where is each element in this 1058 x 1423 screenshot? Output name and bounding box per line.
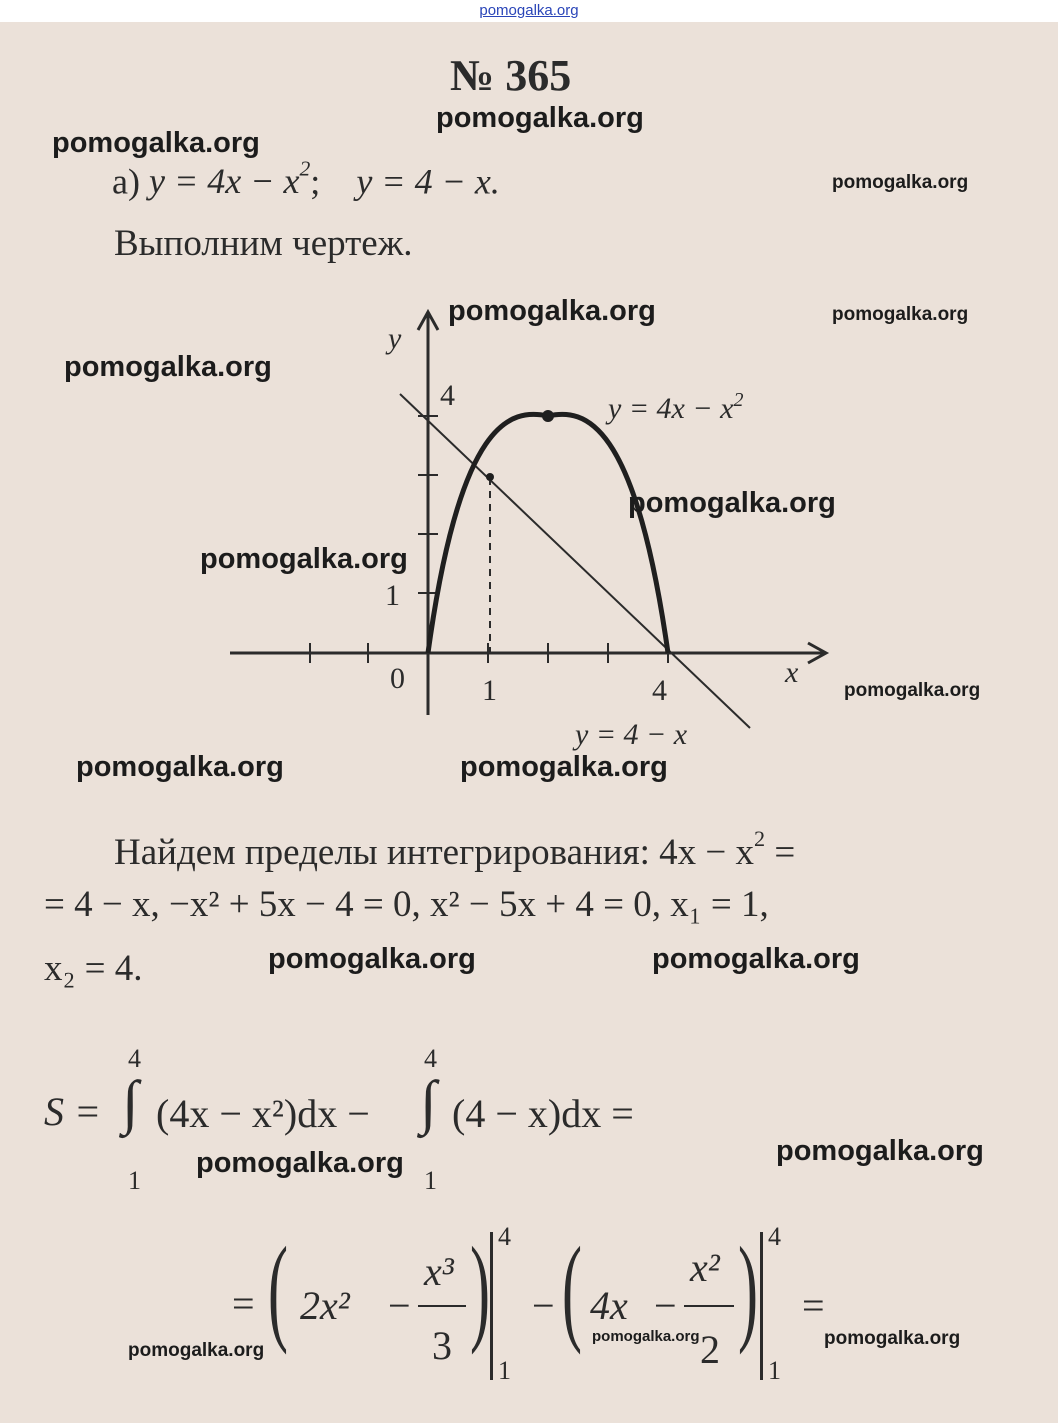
problem-part-a: а) $y = 4x - x^2$; y = 4 − x. <box>112 157 500 202</box>
watermark: pomogalka.org <box>64 351 272 383</box>
watermark: pomogalka.org <box>196 1147 404 1179</box>
line-label: y = 4 − x <box>575 718 688 751</box>
watermark: pomogalka.org <box>76 751 284 783</box>
step-limits-line2: = 4 − x, −x² + 5x − 4 = 0, x² − 5x + 4 = 0, x₁ = 1, <box>44 884 769 925</box>
integral-sign-2: ∫ <box>420 1069 437 1135</box>
tick-label-x4: 4 <box>652 674 667 707</box>
watermark: pomogalka.org <box>824 1328 961 1349</box>
tick-label-y1: 1 <box>385 579 400 612</box>
x-axis-label: x <box>785 656 799 689</box>
eval-mid-minus: − <box>532 1283 555 1328</box>
top-bar <box>0 0 1058 22</box>
origin-label: 0 <box>390 662 405 695</box>
step-limits: Найдем пределы интегрирования: $4x - x^2$ = <box>114 826 796 873</box>
frac1-bar <box>418 1305 466 1307</box>
watermark: pomogalka.org <box>832 304 969 325</box>
eval-eq: = <box>232 1281 255 1326</box>
watermark: pomogalka.org <box>128 1340 265 1361</box>
integral-sign-1: ∫ <box>122 1069 139 1135</box>
eval-lower-2: 1 <box>768 1356 781 1385</box>
watermark: pomogalka.org <box>436 102 644 134</box>
watermark: pomogalka.org <box>776 1135 984 1167</box>
area-formula: S = <box>44 1089 101 1134</box>
eval-end-eq: = <box>802 1283 825 1328</box>
watermark: pomogalka.org <box>652 943 860 975</box>
eval-minus-2: − <box>654 1283 677 1328</box>
frac1-den: 3 <box>432 1323 452 1368</box>
watermark: pomogalka.org <box>844 680 981 701</box>
intersection-point <box>486 473 494 481</box>
eval-lower-1: 1 <box>498 1356 511 1385</box>
watermark: pomogalka.org <box>592 1328 700 1345</box>
integral-body-2: (4 − x)dx = <box>452 1091 634 1136</box>
y-axis-label: y <box>388 322 402 355</box>
frac1-num: x³ <box>424 1249 454 1294</box>
paren-open-2: ( <box>562 1222 582 1355</box>
watermark: pomogalka.org <box>200 543 408 575</box>
equation-1: $y = 4x - x^2$ <box>148 157 311 202</box>
vertex-point <box>542 410 554 422</box>
int2-upper: 4 <box>424 1044 437 1073</box>
eval-minus-1: − <box>388 1283 411 1328</box>
int1-upper: 4 <box>128 1044 141 1073</box>
eval-term-1: 2x² <box>300 1283 350 1328</box>
watermark: pomogalka.org <box>448 295 656 327</box>
watermark: pomogalka.org <box>268 943 476 975</box>
frac2-bar <box>684 1305 734 1307</box>
line-y-4-minus-x <box>400 394 750 728</box>
eval-bar-1 <box>490 1232 493 1380</box>
equation-2: y = 4 − x. <box>356 161 500 202</box>
frac2-num: x² <box>690 1245 720 1290</box>
frac2-den: 2 <box>700 1327 720 1372</box>
eval-term-2: 4x <box>590 1283 628 1328</box>
eval-upper-1: 4 <box>498 1222 511 1251</box>
watermark: pomogalka.org <box>460 751 668 783</box>
parabola-curve <box>428 414 668 653</box>
site-link[interactable]: pomogalka.org <box>479 2 579 19</box>
paren-open-1: ( <box>268 1222 288 1355</box>
eval-upper-2: 4 <box>768 1222 781 1251</box>
step-draw: Выполним чертеж. <box>114 223 413 264</box>
watermark: pomogalka.org <box>52 127 260 159</box>
curve-label: $y = 4x - x^2$ <box>608 389 744 425</box>
part-a-label: а) <box>112 161 140 202</box>
eval-bar-2 <box>760 1232 763 1380</box>
integral-body-1: (4x − x²)dx − <box>156 1091 370 1136</box>
function-graph <box>220 300 840 770</box>
problem-number: № 365 <box>450 51 572 100</box>
watermark: pomogalka.org <box>628 487 836 519</box>
tick-label-x1: 1 <box>482 674 497 707</box>
int1-lower: 1 <box>128 1166 141 1195</box>
paren-close-2: ) <box>738 1222 758 1355</box>
paren-close-1: ) <box>470 1222 490 1355</box>
step-limits-line3: x₂ = 4. <box>44 948 143 989</box>
watermark: pomogalka.org <box>832 172 969 193</box>
tick-label-y4: 4 <box>440 379 455 412</box>
int2-lower: 1 <box>424 1166 437 1195</box>
